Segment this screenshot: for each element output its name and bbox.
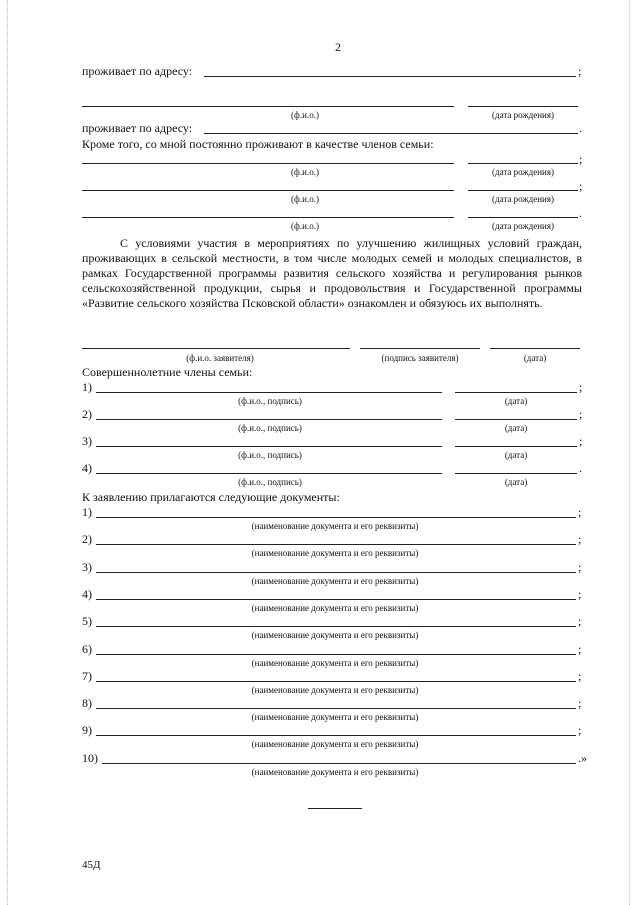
birth-caption-2: (дата рождения) <box>492 167 554 177</box>
adult-member-fio-sign-line[interactable] <box>96 419 442 420</box>
document-caption: (наименование документа и его реквизиты) <box>251 739 419 750</box>
document-end: ; <box>578 532 582 547</box>
document-caption: (наименование документа и его реквизиты) <box>251 684 419 695</box>
scan-edge-right <box>629 0 630 905</box>
adult-member-date-line[interactable] <box>455 392 577 393</box>
member-birth-line-3[interactable] <box>468 190 578 191</box>
document-number: 1) <box>82 505 92 519</box>
adult-member-number: 3) <box>82 434 92 448</box>
address-line-2[interactable] <box>204 133 578 134</box>
end-separator <box>308 808 362 809</box>
document-end: ; <box>578 505 582 519</box>
document-number: 8) <box>82 696 92 711</box>
adult-member-end: ; <box>579 407 583 421</box>
applicant-fio-caption: (ф.и.о. заявителя) <box>186 353 254 363</box>
birth-caption-3: (дата рождения) <box>492 194 554 204</box>
document-end: .» <box>578 750 587 765</box>
document-number: 9) <box>82 723 92 738</box>
member-birth-line-4[interactable] <box>468 217 578 218</box>
document-line[interactable] <box>102 763 576 764</box>
member-fio-line-2[interactable] <box>82 163 454 164</box>
adult-member-fio-caption: (ф.и.о., подпись) <box>238 450 302 460</box>
document-number: 5) <box>82 614 92 629</box>
adult-member-fio-sign-line[interactable] <box>96 446 442 447</box>
document-line[interactable] <box>96 544 576 545</box>
fio-caption-4: (ф.и.о.) <box>291 221 319 231</box>
document-end: ; <box>578 696 582 711</box>
document-line[interactable] <box>96 654 576 655</box>
document-caption: (наименование документа и его реквизиты) <box>251 766 419 777</box>
adult-member-number: 1) <box>82 380 92 394</box>
address-line-1[interactable] <box>204 76 576 77</box>
document-caption: (наименование документа и его реквизиты) <box>251 548 419 559</box>
adult-member-date-caption: (дата) <box>504 477 528 487</box>
member-end-3: ; <box>579 179 583 193</box>
document-line[interactable] <box>96 599 576 600</box>
document-number: 7) <box>82 668 92 683</box>
footer-code: 45Д <box>82 859 101 871</box>
document-number: 2) <box>82 532 92 547</box>
adult-member-date-caption: (дата) <box>504 396 528 406</box>
applicant-signature-line[interactable] <box>360 348 480 349</box>
applicant-signature-caption: (подпись заявителя) <box>381 353 459 363</box>
adult-member-fio-sign-line[interactable] <box>96 473 442 474</box>
document-number: 3) <box>82 559 92 574</box>
document-line[interactable] <box>96 517 576 518</box>
member-fio-line-3[interactable] <box>82 190 454 191</box>
document-end: ; <box>578 723 582 738</box>
address-end-1: ; <box>578 64 582 78</box>
document-caption: (наименование документа и его реквизиты) <box>251 521 419 531</box>
applicant-date-line[interactable] <box>490 348 580 349</box>
adult-member-date-caption: (дата) <box>504 450 528 460</box>
document-line[interactable] <box>96 572 576 573</box>
document-number: 6) <box>82 641 92 656</box>
adult-member-number: 2) <box>82 407 92 421</box>
fio-caption-2: (ф.и.о.) <box>291 167 319 177</box>
adult-member-date-caption: (дата) <box>504 423 528 433</box>
adult-member-fio-caption: (ф.и.о., подпись) <box>238 477 302 487</box>
member-end-2: ; <box>579 152 583 166</box>
adult-member-fio-caption: (ф.и.о., подпись) <box>238 396 302 406</box>
adult-member-end: ; <box>579 434 583 448</box>
adult-member-number: 4) <box>82 461 92 475</box>
document-end: ; <box>578 668 582 683</box>
document-line[interactable] <box>96 735 576 736</box>
adult-member-fio-caption: (ф.и.о., подпись) <box>238 423 302 433</box>
adult-member-date-line[interactable] <box>455 473 577 474</box>
member-end-4: . <box>579 206 582 220</box>
adult-member-end: . <box>579 461 582 475</box>
fio-caption-3: (ф.и.о.) <box>291 194 319 204</box>
adult-member-date-line[interactable] <box>455 419 577 420</box>
birth-caption-1: (дата рождения) <box>492 110 554 120</box>
document-end: ; <box>578 641 582 656</box>
document-caption: (наименование документа и его реквизиты) <box>251 712 419 723</box>
applicant-date-caption: (дата) <box>523 353 547 363</box>
document-line[interactable] <box>96 626 576 627</box>
document-caption: (наименование документа и его реквизиты) <box>251 602 419 613</box>
document-number: 10) <box>82 750 98 765</box>
fio-caption-1: (ф.и.о.) <box>291 110 319 120</box>
page-number: 2 <box>335 40 341 54</box>
members-intro: Кроме того, со мной постоянно проживают в качестве членов семьи: <box>82 137 434 151</box>
adult-members-heading: Совершеннолетние члены семьи: <box>82 365 253 379</box>
address-label-1: проживает по адресу: <box>82 64 193 78</box>
document-end: ; <box>578 614 582 629</box>
member-fio-line-4[interactable] <box>82 217 454 218</box>
document-line[interactable] <box>96 681 576 682</box>
document-line[interactable] <box>96 708 576 709</box>
adult-member-date-line[interactable] <box>455 446 577 447</box>
document-caption: (наименование документа и его реквизиты) <box>251 575 419 586</box>
adult-member-end: ; <box>579 380 583 394</box>
document-end: ; <box>578 559 582 574</box>
address-end-2: . <box>579 121 582 135</box>
member-birth-line-1[interactable] <box>468 106 578 107</box>
documents-heading: К заявлению прилагаются следующие документы: <box>82 490 340 504</box>
document-caption: (наименование документа и его реквизиты) <box>251 630 419 641</box>
applicant-fio-line[interactable] <box>82 348 350 349</box>
address-label-2: проживает по адресу: <box>82 121 193 135</box>
member-birth-line-2[interactable] <box>468 163 578 164</box>
scan-edge-left <box>7 0 8 905</box>
consent-paragraph: С условиями участия в мероприятиях по улучшению жилищных условий граждан, проживающих в сельской местности, в том числе молодых семей и молодых специалистов, в рамках Государственной программы развития сельского хозяйства и регулирования рынков сельскохозяйственной продукции, сырья и продовольствия и Государственной программы «Развитие сельского хозяйства Псковской области» ознакомлен и обязуюсь их выполнять. <box>82 236 582 310</box>
document-end: ; <box>578 586 582 601</box>
member-fio-line-1[interactable] <box>82 106 454 107</box>
birth-caption-4: (дата рождения) <box>492 221 554 231</box>
adult-member-fio-sign-line[interactable] <box>96 392 442 393</box>
document-caption: (наименование документа и его реквизиты) <box>251 657 419 668</box>
document-number: 4) <box>82 586 92 601</box>
